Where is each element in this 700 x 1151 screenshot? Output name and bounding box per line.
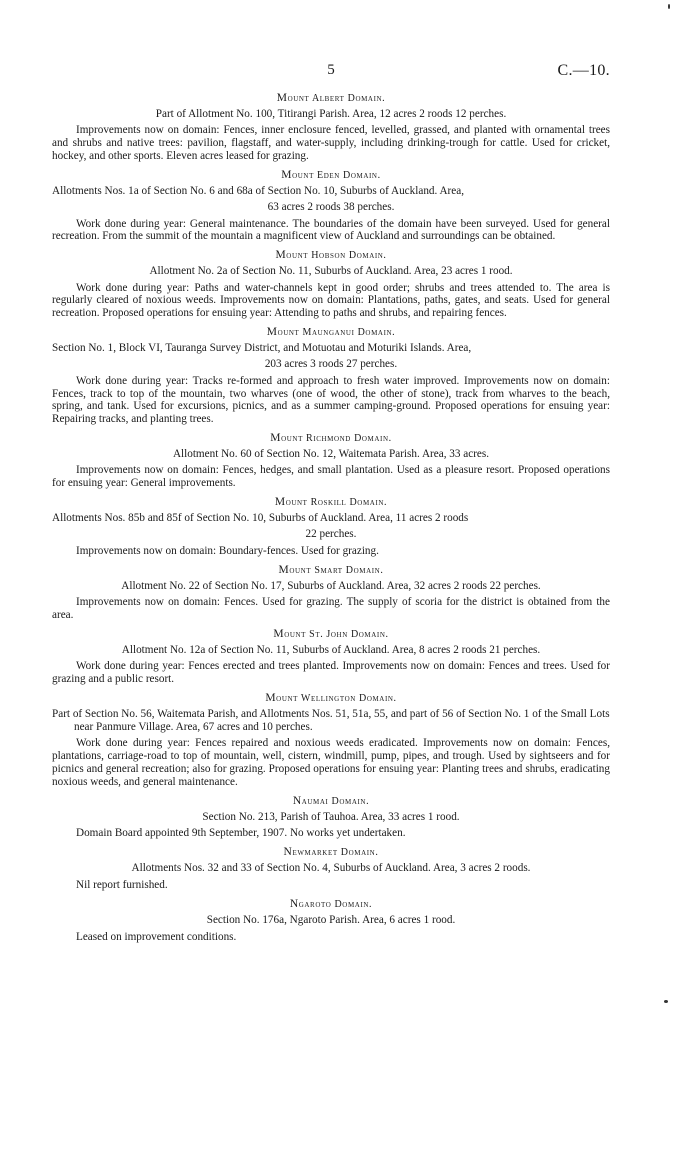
domain-title: Mount Smart Domain. — [278, 563, 384, 576]
domain-description: Allotments Nos. 32 and 33 of Section No. 4, Suburbs of Auckland. Area, 3 acres 2 roods. — [131, 862, 531, 875]
domain-description: Allotment No. 12a of Section No. 11, Suburbs of Auckland. Area, 8 acres 2 roods 21 perches. — [121, 643, 541, 656]
domain-section-newmarket — [52, 846, 610, 892]
domain-section-mount-hobson — [52, 249, 610, 320]
scan-speck-right — [664, 1000, 668, 1003]
domain-section-naumai — [52, 795, 610, 841]
domain-body: Improvements now on domain: Boundary-fences. Used for grazing. — [76, 544, 379, 557]
domain-title: Naumai Domain. — [292, 794, 370, 807]
domain-section-mount-albert — [52, 92, 610, 163]
domain-section-mount-maunganui — [52, 326, 610, 426]
domain-title: Mount Roskill Domain. — [274, 496, 388, 508]
document-page — [52, 62, 610, 946]
domain-body: Work done during year: General maintenance. The boundaries of the domain have been surveyed. Used for general recreation. From the summit of the mountain a magnificent view of Auckland and surroundings can be obtained. — [52, 217, 610, 243]
domain-description: Section No. 213, Parish of Tauhoa. Area, 33 acres 1 rood. — [202, 810, 460, 823]
domain-description: Allotment No. 22 of Section No. 17, Suburbs of Auckland. Area, 32 acres 2 roods 22 perches. — [121, 579, 541, 592]
domain-description-line1: Allotments Nos. 1a of Section No. 6 and 68a of Section No. 10, Suburbs of Auckland. Area, — [52, 184, 465, 197]
domain-section-ngaroto — [52, 898, 610, 944]
domain-title: Ngaroto Domain. — [289, 898, 373, 911]
domain-body: Improvements now on domain: Fences, inner enclosure fenced, levelled, grassed, and planted with ornamental trees and shrubs and native trees: pavilion, flagstaff, and water-supply, including drinking-trough for cattle. Used for cricket, hockey, and other sports. Eleven acres leased for grazing. — [52, 124, 610, 162]
domain-section-mount-eden — [52, 169, 610, 243]
domain-section-mount-smart — [52, 564, 610, 622]
domain-description-line2: 22 perches. — [305, 528, 357, 541]
domain-body: Nil report furnished. — [76, 878, 168, 891]
domain-description-line1: Allotments Nos. 85b and 85f of Section No. 10, Suburbs of Auckland. Area, 11 acres 2 roods — [52, 512, 469, 524]
domain-description: Section No. 176a, Ngaroto Parish. Area, 6 acres 1 rood. — [206, 914, 456, 927]
domain-section-mount-st-john — [52, 628, 610, 686]
domain-title: Mount Maunganui Domain. — [266, 326, 396, 338]
domain-body: Domain Board appointed 9th September, 1907. No works yet undertaken. — [76, 827, 406, 840]
domain-body: Improvements now on domain: Fences. Used for grazing. The supply of scoria for the district is obtained from the area. — [52, 596, 610, 621]
document-reference: C.—10. — [557, 62, 610, 79]
domain-title: Newmarket Domain. — [283, 846, 379, 859]
domain-description-line2: 63 acres 2 roods 38 perches. — [267, 201, 395, 214]
page-header — [52, 62, 610, 84]
domain-body: Leased on improvement conditions. — [76, 930, 237, 943]
domain-body: Work done during year: Paths and water-channels kept in good order; shrubs and trees attended to. The area is regularly cleared of noxious weeds. Improvements now on domain: Plantations, paths, gates, and seats. Used for general recreation. Proposed operations for ensuing year: Attending to paths and shrubs, and repairing fences. — [52, 281, 610, 320]
domain-title: Mount Albert Domain. — [276, 92, 386, 104]
domain-section-mount-wellington — [52, 692, 610, 789]
domain-title: Mount St. John Domain. — [273, 627, 389, 640]
domain-title: Mount Hobson Domain. — [275, 249, 387, 262]
page-number: 5 — [327, 62, 335, 78]
domain-description: Part of Allotment No. 100, Titirangi Parish. Area, 12 acres 2 roods 12 perches. — [155, 108, 507, 120]
domain-description: Allotment No. 2a of Section No. 11, Suburbs of Auckland. Area, 23 acres 1 rood. — [149, 265, 513, 278]
scan-speck-top — [668, 4, 670, 9]
domain-body: Work done during year: Tracks re-formed and approach to fresh water improved. Improvements now on domain: Fences, track to top of the mountain, two wharves (one of wood, the other of stone), track from wharves to the beach, spring, and tank. Used for excursions, picnics, and as a summer camping-ground. Proposed operations for ensuing year: Repairing tracks, and planting trees. — [52, 374, 610, 426]
domain-description: Allotment No. 60 of Section No. 12, Waitemata Parish. Area, 33 acres. — [172, 448, 490, 460]
domain-body: Work done during year: Fences repaired and noxious weeds eradicated. Improvements now on domain: Fences, plantations, carriage-road to top of mountain, well, cistern, windmill, pump, pipes, and trough. Used by sightseers and for picnics and general recreation; also for grazing. Proposed operations for ensuing year: Planting trees and shrubs, eradicating noxious weeds, and general maintenance. — [52, 737, 610, 788]
domain-description-line1: Section No. 1, Block VI, Tauranga Survey District, and Motuotau and Moturiki Islands. Area, — [52, 342, 472, 354]
domain-body: Work done during year: Fences erected and trees planted. Improvements now on domain: Fences and trees. Used for grazing and a public resort. — [52, 660, 610, 685]
domain-section-mount-roskill — [52, 496, 610, 558]
domain-description: Part of Section No. 56, Waitemata Parish, and Allotments Nos. 51, 51a, 55, and part of 56 of Section No. 1 of the Small Lots near Panmure Village. Area, 67 acres and 10 perches. — [52, 707, 610, 734]
domain-title: Mount Eden Domain. — [281, 168, 381, 181]
domain-body: Improvements now on domain: Fences, hedges, and small plantation. Used as a pleasure resort. Proposed operations for ensuing year: General improvements. — [52, 464, 610, 490]
domain-section-mount-richmond — [52, 432, 610, 490]
domain-description-line2: 203 acres 3 roods 27 perches. — [264, 358, 398, 371]
domain-title: Mount Richmond Domain. — [270, 432, 392, 444]
domain-title: Mount Wellington Domain. — [265, 691, 397, 704]
